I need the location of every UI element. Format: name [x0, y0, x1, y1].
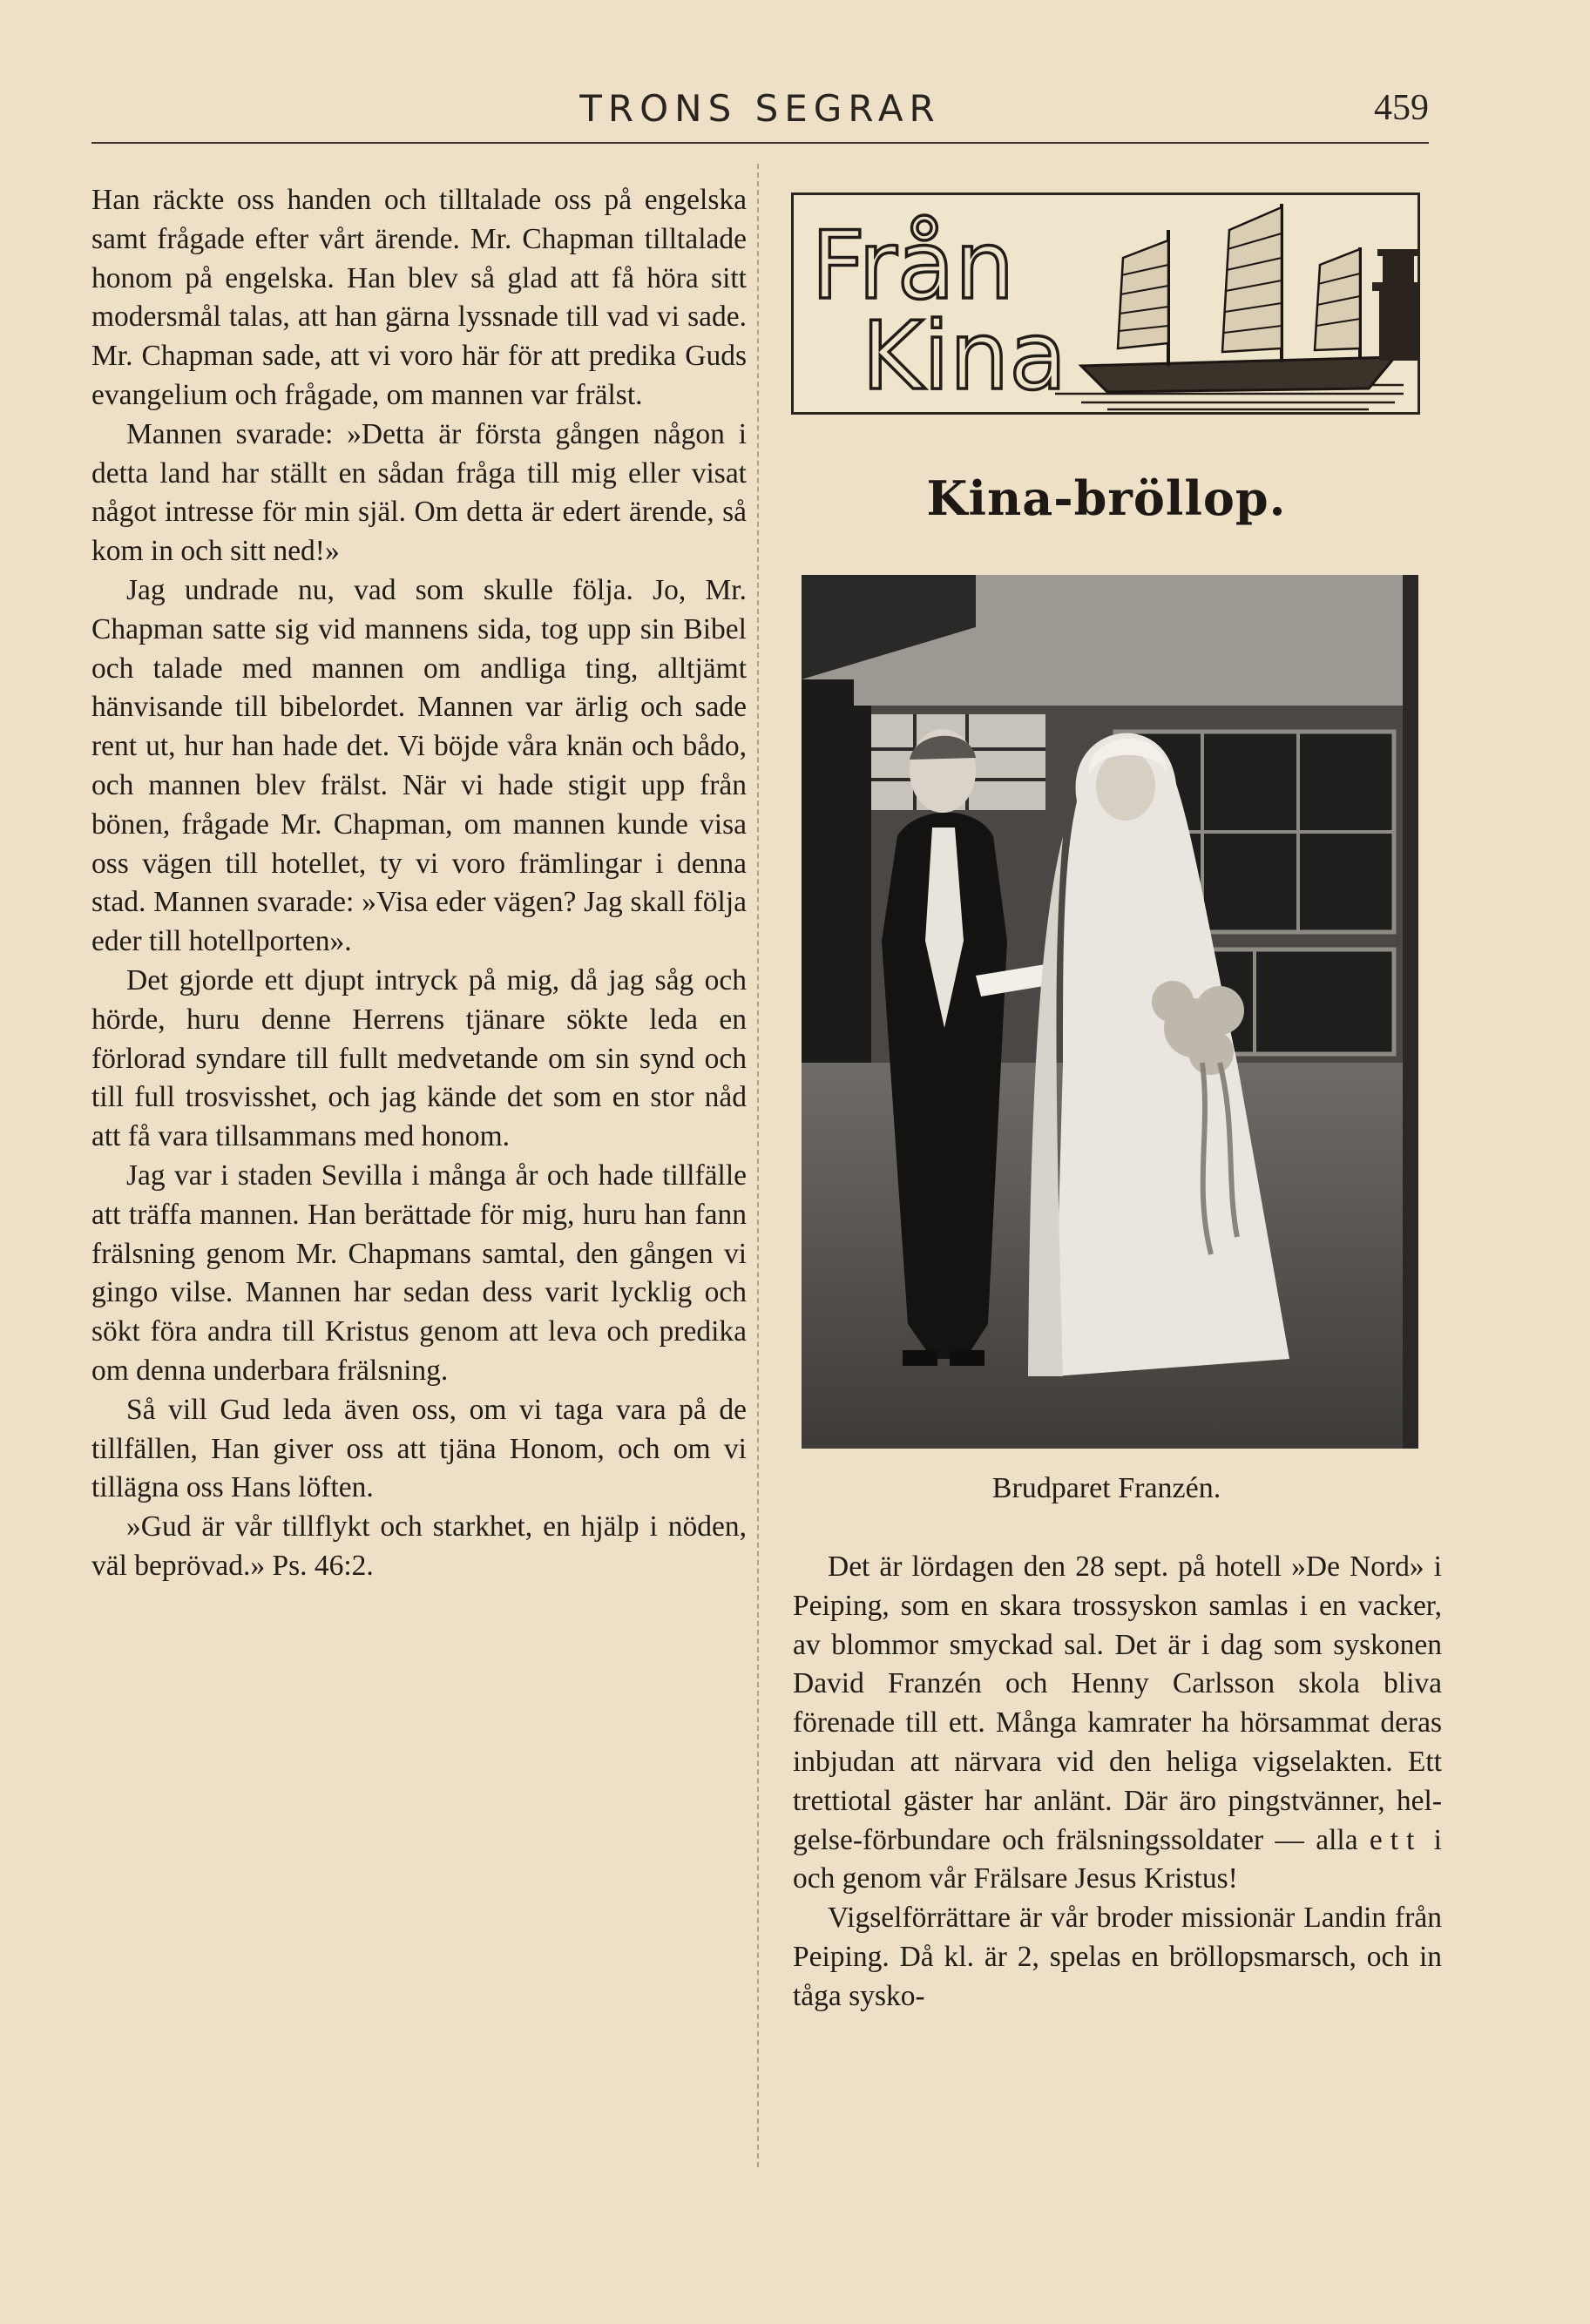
article-paragraph: [793, 1548, 1442, 1899]
running-head: [91, 87, 1429, 139]
wedding-photo: [802, 575, 1418, 1449]
article-title: Kina-bröllop.: [926, 470, 1287, 526]
left-column-text: [91, 181, 747, 1586]
paragraph: Så vill Gud leda även oss, om vi taga vara på de tillfällen, Han giver oss att tjäna Honom, och om vi tillägna oss Hans löften.: [91, 1393, 747, 1504]
paragraph: Det gjorde ett djupt intryck på mig, då jag såg och hörde, huru denne Herrens tjänare sökte leda en förlorad syndare till fullt medvetande om sin synd och till full trosvisshet, och jag kände det som en stor nåd att få vara tillsammans med honom.: [91, 963, 747, 1153]
emphasized-word: ett: [1369, 1823, 1423, 1856]
text-run: i och genom vår Frälsare Jesus Kristus!: [793, 1823, 1442, 1895]
paragraph: Han räckte oss handen och tilltalade oss på engelska samt frågade efter vårt ärende. Mr. Chapman tilltalade honom på engelska. Han blev så glad att få höra sitt modersmål talas, att han gärna lyssnade till vad vi sade. Mr. Chapman sade, att vi voro här för att predika Guds evangelium och frågade, om mannen var frälst.: [91, 184, 747, 411]
section-banner: [791, 193, 1420, 415]
section-banner-title: [811, 212, 1066, 411]
banner-word-1: Från: [811, 212, 1015, 321]
paragraph: »Gud är vår tillflykt och starkhet, en hjälp i nöden, väl beprövad.» Ps. 46:2.: [91, 1510, 747, 1582]
photo-caption: Brudparet Franzén.: [991, 1472, 1221, 1504]
paragraph: Mannen svarade: »Detta är första gången någon i detta land har ställt en sådan fråga till mig eller visat något intresse för min själ. Om detta är edert ärende, så kom in och sitt ned!»: [91, 417, 747, 568]
paragraph: Jag var i staden Sevilla i många år och hade tillfälle att träffa mannen. Han berättade för mig, huru han fann frälsning genom Mr. Chapmans samtal, den gången vi gingo vilse. Mannen har sedan dess varit lycklig och sökt föra andra till Kristus genom att leva och predika om denna underbara frälsning.: [91, 1159, 747, 1387]
text-run: Det är lördagen den 28 sept. på hotell »De Nord» i Peiping, som en skara trossyskon samlas i en vacker, av blommor smyckad sal. Det är i dag som syskonen David Franzén och Henny Carlsson skola bliva förenade till ett. Många kamrater ha hörsammat deras inbjudan att närvara vid den heliga vigselakten. Ett trettiotal gäster har anlänt. Där äro pingstvänner, helgelse-förbundare och frälsningssoldater — alla: [793, 1550, 1442, 1856]
junk-hull: [1081, 357, 1395, 392]
wedding-couple-image: [802, 575, 1418, 1449]
page-number: 459: [1374, 88, 1429, 128]
shore-buildings: [1372, 249, 1420, 361]
article-paragraph: Vigselförrättare är vår broder missionär Landin från Peiping. Då kl. är 2, spelas en bröllopsmarsch, och in tåga sysko-: [793, 1902, 1442, 2012]
column-divider: [757, 164, 759, 2167]
running-title: TRONS SEGRAR: [579, 87, 941, 130]
banner-word-2: Kina: [862, 302, 1067, 411]
right-column-text: [793, 1548, 1442, 2017]
paragraph: Jag undrade nu, vad som skulle följa. Jo, Mr. Chapman satte sig vid mannens sida, tog upp sin Bibel och talade med mannen om andliga ting, alltjämt hänvisande till bibelordet. Mannen var ärlig och sade rent ut, hur han hade det. Vi böjde våra knän och bådo, och mannen blev frälst. När vi hade stigit upp från bönen, frågade Mr. Chapman, om mannen kunde visa oss vägen till hotellet, ty vi voro främlingar i denna stad. Mannen svarade: »Visa eder vägen? Jag skall följa eder till hotellporten».: [91, 573, 747, 958]
header-rule: [91, 142, 1429, 144]
junk-ship-illustration: [794, 195, 1420, 415]
